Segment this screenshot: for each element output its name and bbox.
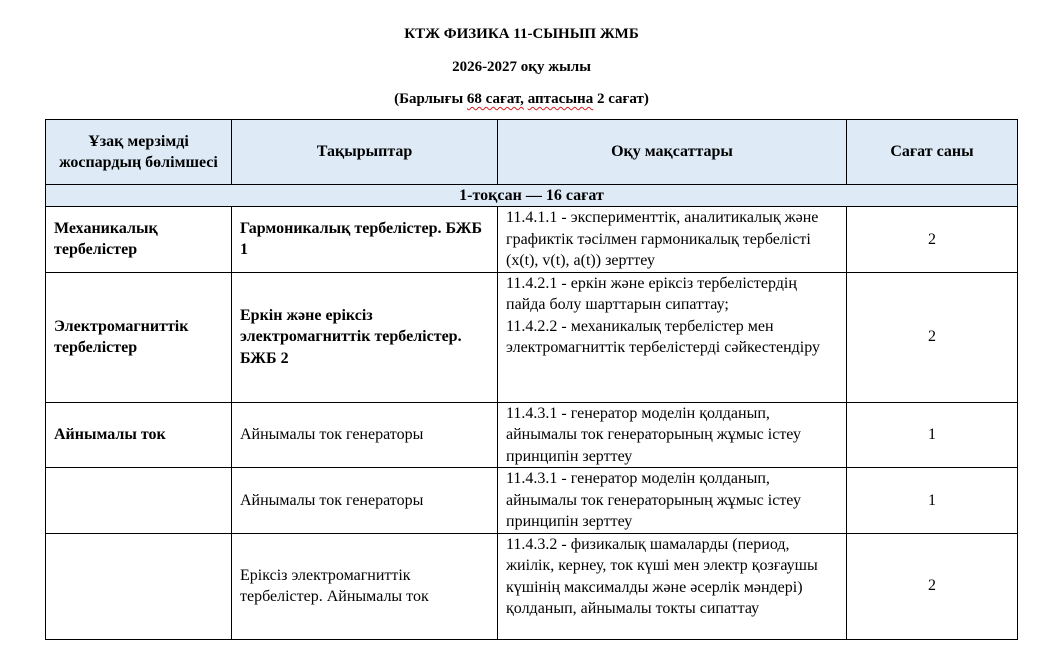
row-goal-part: 11.4.2.1 - еркін және еріксіз тербелістердің пайда болу шарттарын сипаттау;	[506, 274, 797, 313]
hours-prefix: (Барлығы	[394, 91, 464, 107]
row-hours: 2	[847, 272, 1018, 402]
academic-year: 2026-2027 оқу жылы	[452, 59, 591, 75]
row-hours: 2	[847, 207, 1018, 273]
row-section	[46, 468, 232, 534]
row-hours: 1	[847, 468, 1018, 534]
row-topic: Еркін және еріксіз электромагниттік тербелістер. БЖБ 2	[232, 272, 498, 402]
row-goal: 11.4.3.1 - генератор моделін қолданып, айнымалы ток генераторының жұмыс істеу принципін зерттеу	[498, 468, 847, 534]
quarter-label: 1-тоқсан — 16 сағат	[46, 185, 1018, 207]
hours-weekly-word: аптасына	[527, 91, 594, 107]
hours-total: 68 сағат,	[466, 91, 524, 107]
row-section: Механикалық тербелістер	[46, 207, 232, 273]
row-section	[46, 533, 232, 639]
row-goal: 11.4.3.2 - физикалық шамаларды (период, жиілік, кернеу, ток күші мен электр қозғаушы күшінің максималды және әсерлік мәндері) қолданып, айнымалы токты сипаттау	[498, 533, 847, 639]
table-row	[46, 533, 1018, 639]
row-topic: Еріксіз электромагниттік тербелістер. Айнымалы ток	[232, 533, 498, 639]
header-hours: Сағат саны	[847, 120, 1018, 185]
row-section: Электромагниттік тербелістер	[46, 272, 232, 402]
header-goals: Оқу мақсаттары	[498, 120, 847, 185]
curriculum-table	[45, 119, 1018, 640]
text-cursor	[1017, 403, 1018, 422]
row-goal-part: 11.4.2.2 - механикалық тербелістер мен электромагниттік тербелістерді сәйкестендіру	[506, 317, 821, 356]
document-title: КТЖ ФИЗИКА 11-СЫНЫП ЖМБ	[404, 26, 639, 42]
header-topics: Тақырыптар	[232, 120, 498, 185]
row-topic: Гармоникалық тербелістер. БЖБ 1	[232, 207, 498, 273]
table-row	[46, 468, 1018, 534]
row-goal	[498, 272, 847, 402]
table-row	[46, 402, 1018, 468]
row-hours: 2	[847, 533, 1018, 639]
row-topic: Айнымалы ток генераторы	[232, 402, 498, 468]
row-goal: 11.4.3.1 - генератор моделін қолданып, айнымалы ток генераторының жұмыс істеу принципін зерттеу	[498, 402, 847, 468]
table-row	[46, 207, 1018, 273]
hours-weekly: 2 сағат)	[596, 91, 649, 107]
row-hours: 1	[847, 402, 1018, 468]
row-section: Айнымалы ток	[46, 402, 232, 468]
table-header-row	[46, 120, 1018, 185]
hours-summary	[0, 90, 1043, 108]
table-row	[46, 272, 1018, 402]
quarter-row	[46, 185, 1018, 207]
row-goal: 11.4.1.1 - эксперименттік, аналитикалық және графиктік тәсілмен гармоникалық тербелісті (x(t), v(t), a(t)) зерттеу	[498, 207, 847, 273]
row-topic: Айнымалы ток генераторы	[232, 468, 498, 534]
header-section: Ұзақ мерзімді жоспардың бөлімшесі	[46, 120, 232, 185]
